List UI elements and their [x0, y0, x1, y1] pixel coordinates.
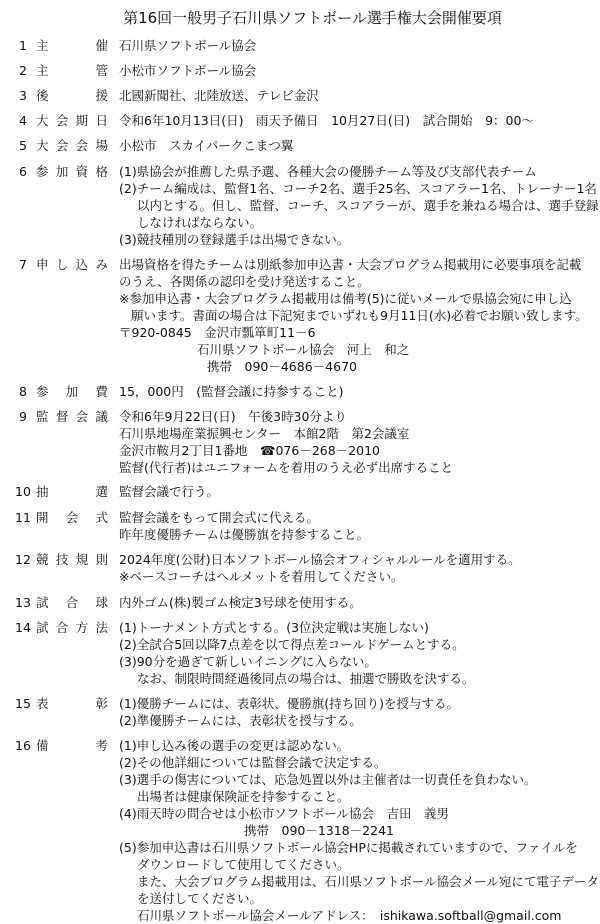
section-number: 6	[19, 164, 27, 179]
section-line: 北國新聞社、北陸放送、テレビ金沢	[119, 88, 319, 103]
section-line: 令和6年10月13日(日) 雨天予備日 10月27日(日) 試合開始 9：00～	[119, 113, 534, 128]
section-number: 15	[15, 696, 31, 711]
section-body	[119, 37, 594, 54]
section-number: 7	[19, 257, 27, 272]
section-line: (2)準優勝チームには、表彰状を授与する。	[119, 713, 362, 728]
section-body	[119, 87, 594, 104]
section-line: 携帯 090－4686－4670	[207, 359, 357, 374]
section-line: また、大会プログラム掲載用は、石川県ソフトボール協会メール宛にて電子データ	[137, 874, 599, 889]
section-label: 申し込み	[36, 257, 108, 272]
section-line: 監督会議で行う。	[119, 484, 220, 499]
section-line: 願います。書面の場合は下記宛までいずれも9月11日(水)必着でお願い致します。	[131, 308, 588, 323]
section-number: 12	[15, 552, 31, 567]
section-label: 開会式	[36, 510, 108, 525]
section-line: (3)競技種別の登録選手は出場できない。	[119, 232, 350, 247]
section-number: 3	[19, 88, 27, 103]
section-line: 〒920-0845 金沢市瓢箪町11－6	[119, 325, 316, 340]
section-number: 2	[19, 63, 27, 78]
section-body	[119, 137, 594, 154]
section-line: を送付してください。	[137, 891, 263, 906]
section-line: ※参加申込書・大会プログラム掲載用は備考(5)に従いメールで県協会宛に申し込	[119, 291, 572, 306]
section-line: 小松市 スカイパークこまつ翼	[119, 138, 294, 153]
section-label: 抽選	[36, 484, 108, 499]
section-number: 14	[15, 620, 31, 635]
section-body	[119, 619, 594, 687]
section-body	[119, 383, 594, 400]
section-line: (5)参加申込書は石川県ソフトボール協会HPに掲載されていますので、ファイルを	[119, 840, 578, 855]
section-label: 主管	[36, 63, 108, 78]
section-line: (4)雨天時の問合せは小松市ソフトボール協会 吉田 義男	[119, 806, 449, 821]
section-label: 表彰	[36, 696, 108, 711]
section-line: 出場資格を得たチームは別紙参加申込書・大会プログラム掲載用に必要事項を記載	[119, 257, 582, 272]
section-line: (1)県協会が推薦した県予選、各種大会の優勝チーム等及び支部代表チーム	[119, 164, 537, 179]
section-line: ※ベースコーチはヘルメットを着用してください。	[119, 569, 404, 584]
section-label: 備考	[36, 738, 108, 753]
section-line: 石川県ソフトボール協会 河上 和之	[197, 342, 410, 357]
section-number: 13	[15, 595, 31, 610]
section-line: 以内とする。但し、監督、コーチ、スコアラーが、選手を兼ねる場合は、選手登録	[137, 198, 599, 213]
section-line: 15，000円 (監督会議に持参すること)	[119, 384, 344, 399]
section-line: なお、制限時間経過後同点の場合は、抽選で勝敗を決する。	[137, 671, 475, 686]
section-line: (2)チーム編成は、監督1名、コーチ2名、選手25名、スコアラー1名、トレーナー1名	[119, 181, 597, 196]
section-line: ダウンロードして使用してください。	[137, 857, 350, 872]
section-body	[119, 737, 599, 924]
section-label: 主催	[36, 38, 108, 53]
section-line: しなければならない。	[137, 215, 263, 230]
section-label: 試合方法	[36, 620, 108, 635]
section-line: (1)トーナメント方式とする。(3位決定戦は実施しない)	[119, 620, 429, 635]
section-line: 石川県地場産業振興センター 本館2階 第2会議室	[119, 426, 410, 441]
section-number: 8	[19, 384, 27, 399]
section-label: 競技規則	[36, 552, 108, 567]
section-line: (1)優勝チームには、表彰状、優勝旗(持ち回り)を授与する。	[119, 696, 459, 711]
section-line: 出場者は健康保険証を持参すること。	[137, 789, 350, 804]
section-line: 監督(代行者)はユニフォームを着用のうえ必ず出席すること	[119, 460, 454, 475]
section-line: 携帯 090－1318－2241	[244, 823, 394, 838]
section-line: 石川県ソフトボール協会	[119, 38, 257, 53]
section-label: 監督会議	[36, 409, 108, 424]
section-line: (1)申し込み後の選手の変更は認めない。	[119, 738, 350, 753]
section-line: (2)全試合5回以降7点差を以て得点差コールドゲームとする。	[119, 637, 465, 652]
section-label: 大会期日	[36, 113, 108, 128]
section-line: (3)選手の傷害については、応急処置以外は主催者は一切責任を負わない。	[119, 772, 537, 787]
section-label: 参加資格	[36, 164, 108, 179]
section-body	[119, 112, 594, 129]
section-line: (2)その他詳細については監督会議で決定する。	[119, 755, 387, 770]
section-number: 16	[15, 738, 31, 753]
section-label: 参加費	[36, 384, 108, 399]
section-line: 2024年度(公財)日本ソフトボール協会オフィシャルルールを適用する。	[119, 552, 521, 567]
document-title: 第16回一般男子石川県ソフトボール選手権大会開催要項	[123, 9, 502, 27]
section-line: 令和6年9月22日(日) 午後3時30分より	[119, 409, 347, 424]
section-number: 4	[19, 113, 27, 128]
section-body	[119, 483, 594, 500]
section-line: 金沢市鞍月2丁目1番地 ☎076－268－2010	[119, 443, 381, 458]
section-number: 10	[15, 484, 31, 499]
section-body	[119, 408, 594, 476]
section-body	[119, 509, 594, 543]
section-number: 1	[19, 38, 27, 53]
section-line: (3)90分を過ぎて新しいイニングに入らない。	[119, 654, 377, 669]
section-label: 試合球	[36, 595, 108, 610]
section-line: 小松市ソフトボール協会	[119, 63, 257, 78]
section-line: 石川県ソフトボール協会メールアドレス： ishikawa.softball@gmail.com	[137, 908, 562, 923]
section-number: 5	[19, 138, 27, 153]
section-line: 昨年度優勝チームは優勝旗を持参すること。	[119, 527, 370, 542]
section-line: 内外ゴム(株)製ゴム検定3号球を使用する。	[119, 595, 362, 610]
section-line: 監督会議をもって開会式に代える。	[119, 510, 320, 525]
section-number: 11	[15, 510, 31, 525]
section-label: 後援	[36, 88, 108, 103]
section-body	[119, 594, 594, 611]
section-number: 9	[19, 409, 27, 424]
section-body	[119, 551, 594, 585]
section-body	[119, 256, 594, 375]
section-line: のうえ、各関係の認印を受け発送すること。	[119, 274, 370, 289]
section-body	[119, 163, 599, 248]
section-body	[119, 62, 594, 79]
section-label: 大会会場	[36, 138, 108, 153]
section-body	[119, 695, 594, 729]
